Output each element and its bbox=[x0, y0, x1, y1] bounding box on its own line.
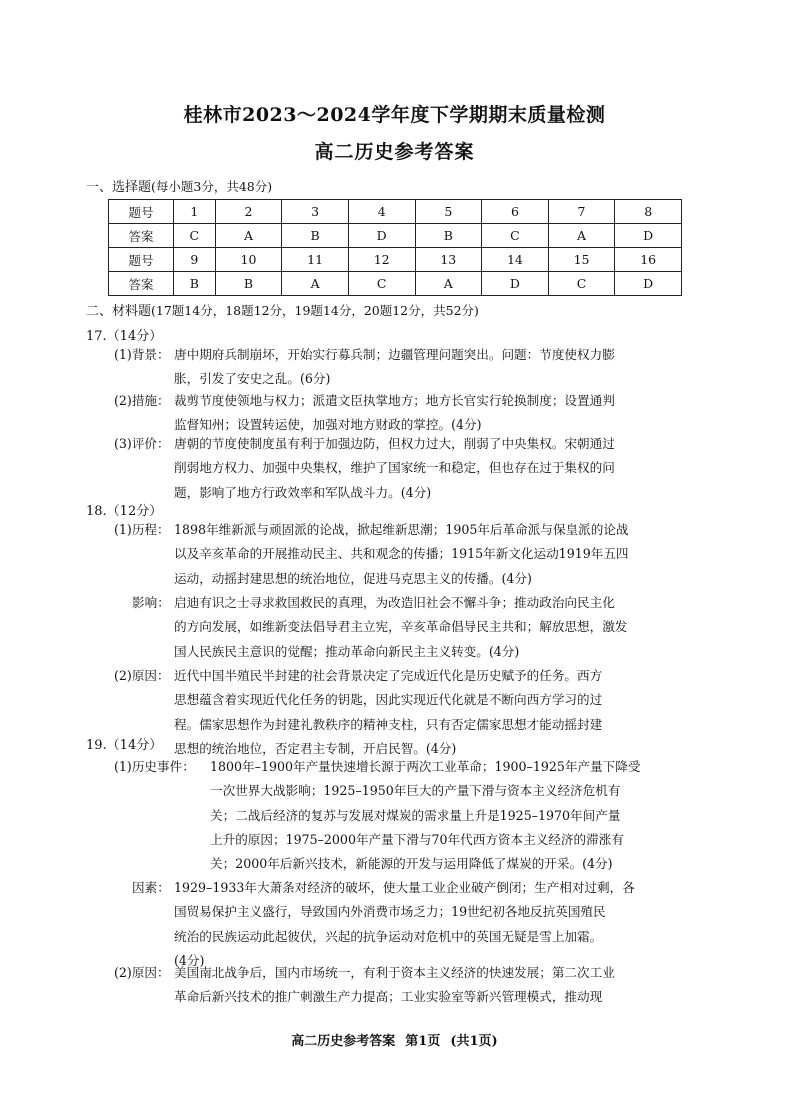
table-cell: 10 bbox=[215, 248, 282, 272]
table-cell: B bbox=[282, 224, 349, 248]
answer-table bbox=[108, 199, 682, 296]
table-cell: 9 bbox=[174, 248, 216, 272]
answer-line: 国人民族民主意识的觉醒；推动革命向新民主主义转变。(4分) bbox=[174, 643, 520, 659]
answer-line: 监督知州；设置转运使，加强对地方财政的掌控。(4分) bbox=[174, 417, 482, 433]
table-cell: 13 bbox=[415, 248, 482, 272]
table-row bbox=[109, 248, 682, 272]
page-footer bbox=[0, 1030, 789, 1049]
table-cell: 14 bbox=[482, 248, 549, 272]
table-cell: A bbox=[282, 272, 349, 296]
answer-line: 思想的统治地位，否定君主专制，开启民智。(4分) bbox=[174, 740, 457, 756]
answer-line: 1929–1933年大萧条对经济的破坏，使大量工业企业破产倒闭；生产相对过剩，各 bbox=[174, 880, 635, 895]
table-cell: 3 bbox=[282, 200, 349, 224]
answer-label: (3)评价： bbox=[114, 436, 170, 451]
answer-label: (2)原因： bbox=[114, 965, 170, 980]
table-cell: C bbox=[348, 272, 415, 296]
answer-line: 唐中期府兵制崩坏，开始实行募兵制；边疆管理问题突出。问题：节度使权力膨 bbox=[174, 347, 615, 362]
table-cell: C bbox=[482, 224, 549, 248]
footer-page: 第1页 bbox=[405, 1034, 441, 1049]
answer-label: 影响： bbox=[132, 595, 170, 610]
section-1-title: 一、选择题 bbox=[86, 180, 152, 195]
question-number: 18.（12分） bbox=[86, 504, 163, 519]
table-cell: D bbox=[482, 272, 549, 296]
answer-line: 胀，引发了安史之乱。(6分) bbox=[174, 371, 331, 387]
table-row bbox=[109, 224, 682, 248]
table-cell: D bbox=[615, 224, 682, 248]
table-cell: B bbox=[215, 272, 282, 296]
table-cell: 4 bbox=[348, 200, 415, 224]
answer-line: 关；二战后经济的复苏与发展对煤炭的需求量上升是1925–1970年间产量 bbox=[210, 807, 621, 823]
table-cell: C bbox=[174, 224, 216, 248]
answer-label: (2)措施： bbox=[114, 393, 170, 408]
table-cell: 5 bbox=[415, 200, 482, 224]
section-1-heading bbox=[86, 176, 272, 195]
answer-line: 上升的原因；1975–2000年产量下滑与70年代西方资本主义经济的滞涨有 bbox=[210, 831, 624, 847]
table-cell: A bbox=[215, 224, 282, 248]
answer-line: 1800年–1900年产量快速增长源于两次工业革命；1900–1925年产量下降受 bbox=[210, 759, 641, 774]
answer-line: 的方向发展，如维新变法倡导君主立宪，辛亥革命倡导民主共和；解放思想，激发 bbox=[174, 619, 628, 635]
section-2-title: 二、材料题 bbox=[86, 304, 152, 319]
table-cell: 6 bbox=[482, 200, 549, 224]
answer-line: 思想蕴含着实现近代化任务的钥匙，因此实现近代化就是不断向西方学习的过 bbox=[174, 692, 603, 708]
table-cell: B bbox=[174, 272, 216, 296]
table-row-header: 题号 bbox=[109, 200, 174, 224]
table-cell: 16 bbox=[615, 248, 682, 272]
section-2-heading bbox=[86, 300, 479, 319]
section-2-note: (17题14分，18题12分，19题14分，20题12分，共52分) bbox=[151, 303, 479, 318]
question-number: 19.（14分） bbox=[86, 738, 163, 753]
table-row-header: 题号 bbox=[109, 248, 174, 272]
answer-line: (4分) bbox=[174, 952, 205, 968]
section-1-note: (每小题3分，共48分) bbox=[151, 179, 273, 194]
answer-line: 1898年维新派与顽固派的论战，掀起维新思潮；1905年后革命派与保皇派的论战 bbox=[174, 522, 629, 537]
table-cell: 8 bbox=[615, 200, 682, 224]
table-row-header: 答案 bbox=[109, 272, 174, 296]
table-row bbox=[109, 200, 682, 224]
answer-label: (1)历史事件： bbox=[114, 759, 195, 774]
answer-label: (2)原因： bbox=[114, 668, 170, 683]
answer-line: 关；2000年后新兴技术，新能源的开发与运用降低了煤炭的开采。(4分) bbox=[210, 856, 613, 872]
footer-doc-name: 高二历史参考答案 bbox=[291, 1034, 396, 1049]
table-row bbox=[109, 272, 682, 296]
table-cell: 2 bbox=[215, 200, 282, 224]
table-cell: A bbox=[548, 224, 615, 248]
table-row-header: 答案 bbox=[109, 224, 174, 248]
page-title: 桂林市2023～2024学年度下学期期末质量检测 bbox=[183, 104, 606, 126]
answer-line: 美国南北战争后，国内市场统一，有利于资本主义经济的快速发展；第二次工业 bbox=[174, 965, 615, 980]
answer-line: 统治的民族运动此起彼伏，兴起的抗争运动对危机中的英国无疑是雪上加霜。 bbox=[174, 928, 603, 944]
answer-line: 削弱地方权力、加强中央集权，维护了国家统一和稳定，但也存在过于集权的问 bbox=[174, 460, 615, 476]
page-subtitle: 高二历史参考答案 bbox=[314, 141, 475, 163]
answer-line: 一次世界大战影响；1925–1950年巨大的产量下滑与资本主义经济危机有 bbox=[210, 783, 621, 799]
answer-line: 运动，动摇封建思想的统治地位，促进马克思主义的传播。(4分) bbox=[174, 570, 532, 586]
answer-line: 题，影响了地方行政效率和军队战斗力。(4分) bbox=[174, 484, 432, 500]
answer-line: 启迪有识之士寻求救国救民的真理，为改造旧社会不懈斗争；推动政治向民主化 bbox=[174, 595, 615, 610]
answer-line: 唐朝的节度使制度虽有利于加强边防，但权力过大，削弱了中央集权。宋朝通过 bbox=[174, 436, 615, 451]
answer-line: 革命后新兴技术的推广刺激生产力提高；工业实验室等新兴管理模式，推动现 bbox=[174, 989, 603, 1005]
table-cell: 11 bbox=[282, 248, 349, 272]
table-cell: 7 bbox=[548, 200, 615, 224]
answer-line: 国贸易保护主义盛行，导致国内外消费市场乏力；19世纪初各地反抗英国殖民 bbox=[174, 904, 606, 920]
table-cell: C bbox=[548, 272, 615, 296]
question-number: 17.（14分） bbox=[86, 329, 163, 344]
answer-line: 裁剪节度使领地与权力；派遣文臣执掌地方；地方长官实行轮换制度；设置通判 bbox=[174, 393, 615, 408]
table-cell: D bbox=[348, 224, 415, 248]
table-cell: 15 bbox=[548, 248, 615, 272]
answer-line: 程。儒家思想作为封建礼教秩序的精神支柱，只有否定儒家思想才能动摇封建 bbox=[174, 716, 603, 732]
answer-label: (1)历程： bbox=[114, 522, 170, 537]
answer-line: 近代中国半殖民半封建的社会背景决定了完成近代化是历史赋予的任务。西方 bbox=[174, 668, 603, 683]
table-cell: D bbox=[615, 272, 682, 296]
table-cell: 1 bbox=[174, 200, 216, 224]
table-cell: A bbox=[415, 272, 482, 296]
table-cell: 12 bbox=[348, 248, 415, 272]
answer-label: 因素： bbox=[132, 880, 170, 895]
answer-line: 以及辛亥革命的开展推动民主、共和观念的传播；1915年新文化运动1919年五四 bbox=[174, 546, 629, 562]
footer-total: (共1页) bbox=[450, 1034, 498, 1049]
table-cell: B bbox=[415, 224, 482, 248]
answer-label: (1)背景： bbox=[114, 347, 170, 362]
